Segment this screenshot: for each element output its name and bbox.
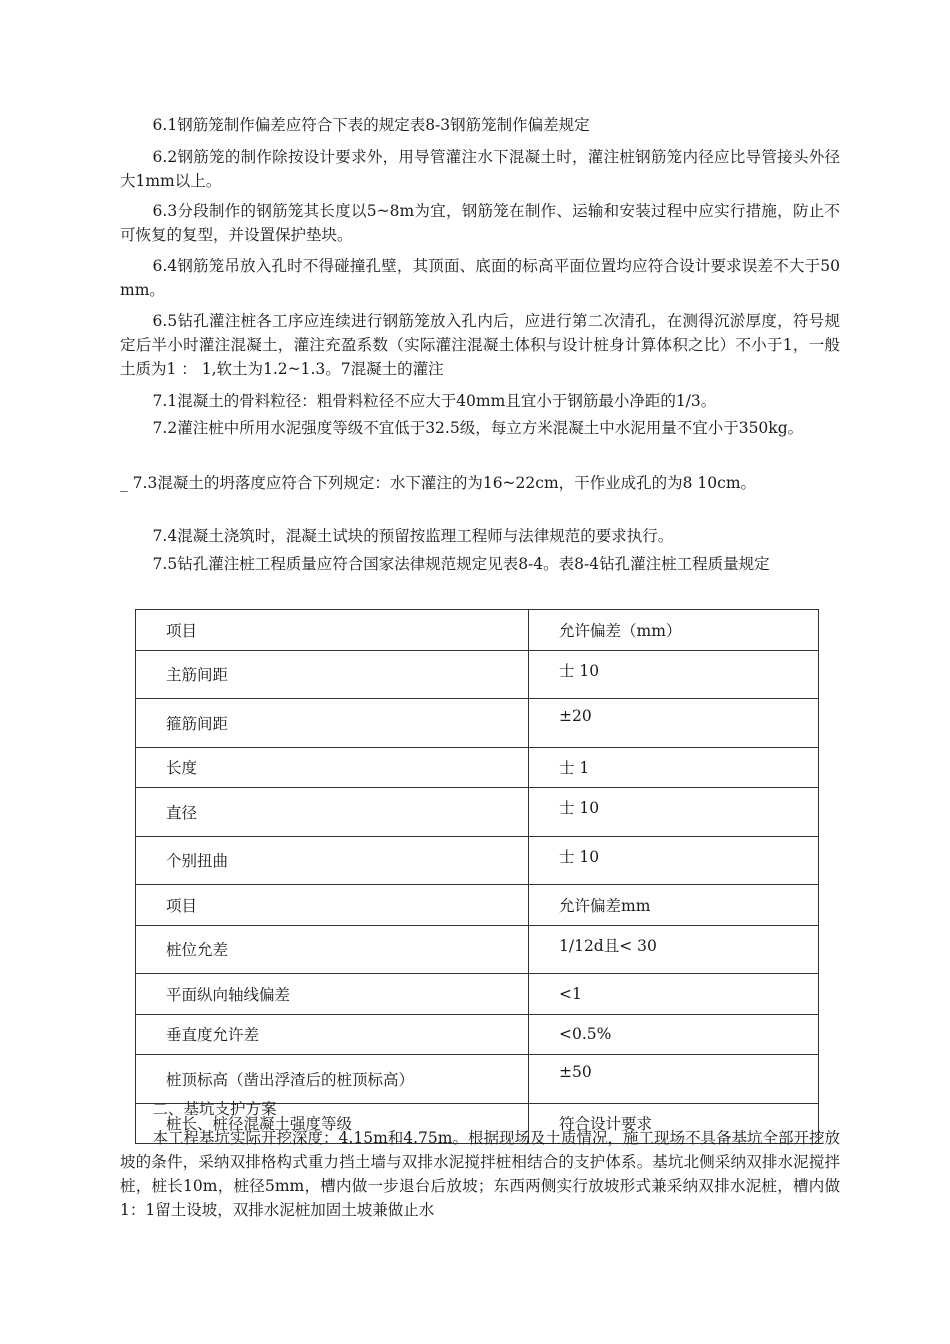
table-row	[136, 1014, 819, 1055]
paragraph-6-2: 6.2钢筋笼的制作除按设计要求外，用导管灌注水下混凝土时，灌注桩钢筋笼内径应比导管接头外径大1mm以上。	[120, 148, 840, 190]
paragraph-6-1: 6.1钢筋笼制作偏差应符合下表的规定表8-3钢筋笼制作偏差规定	[152, 116, 590, 134]
table-cell-item: 长度	[136, 747, 529, 788]
tolerance-table	[135, 609, 819, 1144]
table-row	[136, 836, 819, 885]
paragraph-7-3: _ 7.3混凝土的坍落度应符合下列规定：水下灌注的为16~22cm，干作业成孔的为8 10cm。	[120, 474, 757, 492]
table-cell-item: 项目	[136, 610, 529, 651]
paragraph-7-4: 7.4混凝土浇筑时，混凝土试块的预留按监理工程师与法律规范的要求执行。	[152, 527, 674, 545]
table-cell-value: 允许偏差mm	[529, 885, 819, 926]
table-cell-item: 主筋间距	[136, 650, 529, 699]
table-cell-item: 直径	[136, 788, 529, 837]
paragraph-7-5: 7.5钻孔灌注桩工程质量应符合国家法律规范规定见表8-4。表8-4钻孔灌注桩工程质量规定	[152, 555, 770, 573]
table-row	[136, 1055, 819, 1104]
paragraph-6-4: 6.4钢筋笼吊放入孔时不得碰撞孔壁，其顶面、底面的标高平面位置均应符合设计要求误差不大于50mm。	[120, 257, 840, 299]
table-row	[136, 610, 819, 651]
table-row	[136, 885, 819, 926]
table-cell-item: 个别扭曲	[136, 836, 529, 885]
paragraph-6-3: 6.3分段制作的钢筋笼其长度以5~8m为宜，钢筋笼在制作、运输和安装过程中应实行措施，防止不可恢复的复型，并设置保护垫块。	[120, 202, 840, 244]
section-heading: 二、基坑支护方案	[152, 1100, 277, 1118]
paragraph-7-2: 7.2灌注桩中所用水泥强度等级不宜低于32.5级，每立方米混凝土中水泥用量不宜小于350kg。	[152, 419, 804, 437]
table-cell-item: 垂直度允许差	[136, 1014, 529, 1055]
paragraph-6-5: 6.5钻孔灌注桩各工序应连续进行钢筋笼放入孔内后，应进行第二次清孔，在测得沉淤厚度，符号规定后半小时灌注混凝土，灌注充盈系数（实际灌注混凝土体积与设计桩身计算体积之比）不小于1，一般土质为1 ： 1,软土为1.2~1.3。7混凝土的灌注	[120, 312, 840, 378]
table-cell-value: 1/12d且< 30	[529, 925, 819, 974]
tolerance-table-body	[136, 610, 819, 1144]
table-cell-value: 士 10	[529, 788, 819, 837]
table-cell-item: 桩位允差	[136, 925, 529, 974]
table-cell-value: <0.5%	[529, 1014, 819, 1055]
table-cell-item: 桩顶标高（凿出浮渣后的桩顶标高）	[136, 1055, 529, 1104]
table-cell-value: 士 10	[529, 650, 819, 699]
table-cell-item: 箍筋间距	[136, 699, 529, 748]
table-cell-value: 士 10	[529, 836, 819, 885]
table-row	[136, 699, 819, 748]
table-cell-value: <1	[529, 974, 819, 1015]
section-body: 本工程基坑实际开挖深度：4.15m和4.75m。根据现场及土质情况，施工现场不具备基坑全部开挖放坡的条件，采纳双排格构式重力挡土墙与双排水泥搅拌桩相结合的支护体系。基坑北侧采纳双排水泥搅拌桩，桩长10m，桩径5mm，槽内做一步退台后放坡；东西两侧实行放坡形式兼采纳双排水泥桩，槽内做1：1留土设坡，双排水泥桩加固土坡兼做止水	[120, 1129, 840, 1219]
table-row	[136, 747, 819, 788]
table-cell-value: 符合设计要求	[529, 1103, 819, 1144]
table-row	[136, 925, 819, 974]
table-cell-item: 项目	[136, 885, 529, 926]
table-cell-item: 平面纵向轴线偏差	[136, 974, 529, 1015]
table-cell-item: 桩长、桩径混凝土强度等级	[136, 1103, 529, 1144]
table-row	[136, 650, 819, 699]
table-cell-value: ±20	[529, 699, 819, 748]
table-cell-value: ±50	[529, 1055, 819, 1104]
table-cell-value: 允许偏差（mm）	[529, 610, 819, 651]
paragraph-7-1: 7.1混凝土的骨料粒径：粗骨料粒径不应大于40mm且宜小于钢筋最小净距的1/3。	[152, 392, 717, 410]
table-row	[136, 788, 819, 837]
table-cell-value: 士 1	[529, 747, 819, 788]
table-row	[136, 974, 819, 1015]
